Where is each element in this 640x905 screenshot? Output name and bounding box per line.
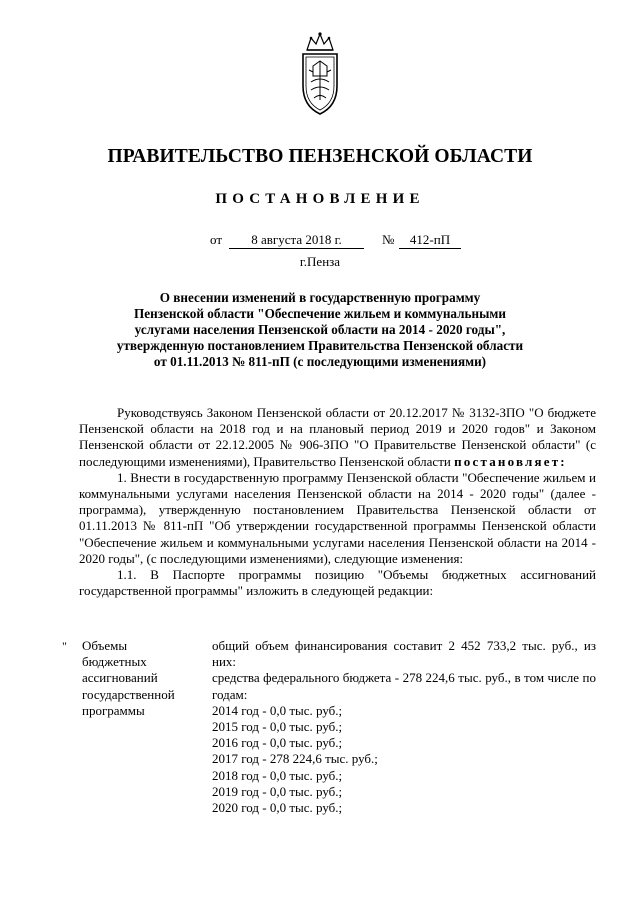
year-row: 2018 год - 0,0 тыс. руб.; (212, 767, 343, 783)
federal-budget: средства федерального бюджета - 278 224,6 тыс. руб., в том числе по годам: (212, 670, 596, 702)
table-label-line: государственной (82, 686, 175, 702)
table-label-line: программы (82, 702, 145, 718)
year-row: 2016 год - 0,0 тыс. руб.; (212, 735, 343, 751)
heading-line: услугами населения Пензенской области на 2014 - 2020 годы", (134, 322, 506, 337)
paragraph-1-1: 1.1. В Паспорте программы позицию "Объемы бюджетных ассигнований государственной программы" изложить в следующей редакции: (79, 567, 596, 599)
paragraph-preamble (79, 405, 596, 470)
document-number: 412-пП (399, 232, 461, 249)
government-title: ПРАВИТЕЛЬСТВО ПЕНЗЕНСКОЙ ОБЛАСТИ (107, 146, 533, 167)
year-row: 2014 год - 0,0 тыс. руб.; (212, 702, 343, 718)
heading-line: от 01.11.2013 № 811-пП (с последующими изменениями) (153, 354, 487, 369)
year-row: 2019 год - 0,0 тыс. руб.; (212, 783, 343, 799)
opening-quote: " (62, 639, 67, 653)
table-label-line: бюджетных (82, 654, 147, 670)
year-row: 2017 год - 278 224,6 тыс. руб.; (212, 751, 378, 767)
date-prefix: от (210, 232, 223, 247)
heading-line: Пензенской области "Обеспечение жильем и коммунальными (134, 306, 506, 321)
year-row: 2020 год - 0,0 тыс. руб.; (212, 800, 343, 816)
document-body (79, 405, 596, 599)
document-date: 8 августа 2018 г. (229, 232, 364, 249)
table-label-line: Объемы (82, 638, 128, 653)
preamble-text: Руководствуясь Законом Пензенской области от 20.12.2017 № 3132-ЗПО "О бюджете Пензенской области на 2018 год и на плановый период 2019 и 2020 годов" и Законом Пензенской области от 22.12.2005 № 906-ЗПО "О Правительстве Пензенской области" (с последующими изменениями), Правительство Пензенской области (79, 405, 596, 469)
table-values (212, 638, 596, 816)
postanovlyaet-word: постановляет: (454, 453, 567, 469)
document-type: ПОСТАНОВЛЕНИЕ (215, 191, 425, 207)
table-label (82, 638, 197, 719)
city: г.Пенза (299, 254, 341, 269)
heading-line: утвержденную постановлением Правительства Пензенской области (116, 338, 524, 353)
heading-line: О внесении изменений в государственную программу (159, 290, 481, 305)
total-financing: общий объем финансирования составит 2 452 733,2 тыс. руб., из них: (212, 638, 596, 670)
penza-coat-of-arms-icon (299, 30, 341, 118)
paragraph-1: 1. Внести в государственную программу Пензенской области "Обеспечение жильем и коммунальными услугами населения Пензенской области на 2014 - 2020 годы" (далее - программа), утвержденную постановлением Правительства Пензенской области от 01.11.2013 № 811-пП "Об утверждении государственной программы Пензенской области "Обеспечение жильем и коммунальными услугами населения Пензенской области на 2014 - 2020 годы", (с последующими изменениями), следующие изменения: (79, 469, 596, 566)
document-heading (100, 290, 540, 370)
number-prefix: № (382, 232, 395, 247)
table-label-line: ассигнований (82, 670, 158, 686)
year-row: 2015 год - 0,0 тыс. руб.; (212, 719, 343, 735)
